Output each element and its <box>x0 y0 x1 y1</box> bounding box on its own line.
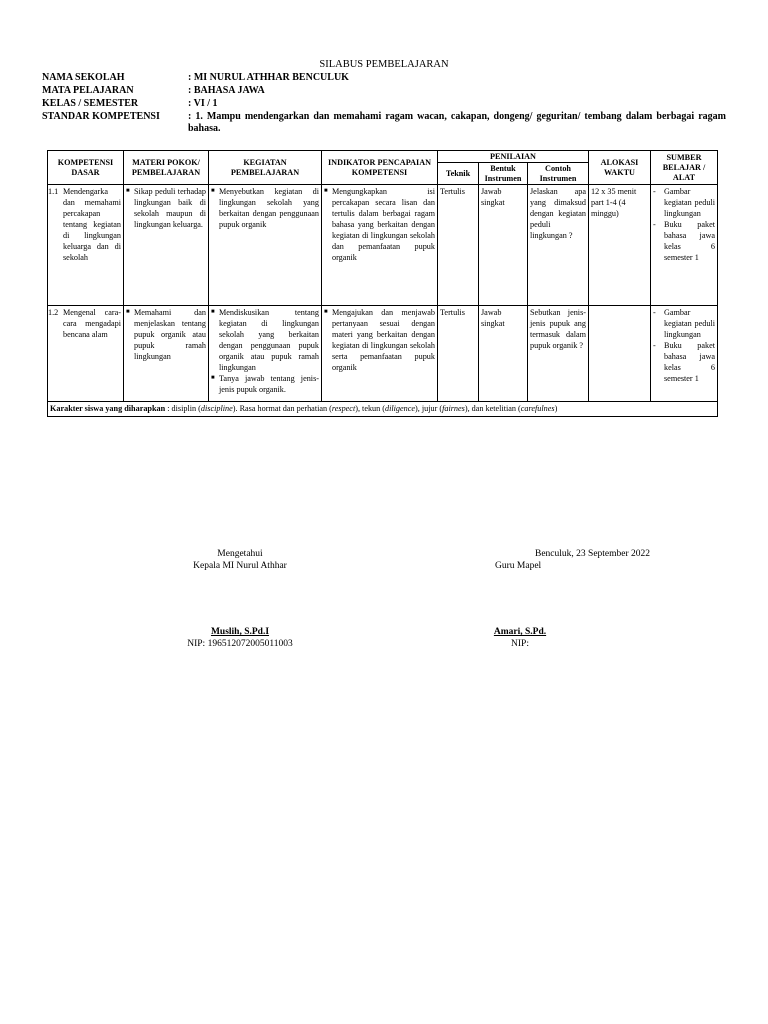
header-kegiatan: KEGIATAN PEMBELAJARAN <box>209 151 322 185</box>
cell-contoh: Jelaskan apa yang dimaksud dengan kegiatan peduli lingkungan ? <box>528 185 589 306</box>
cell-materi <box>124 185 209 306</box>
cell-kegiatan <box>209 185 322 306</box>
karakter-text: ) <box>554 404 558 413</box>
table-row <box>48 185 718 306</box>
signature-caption: Mengetahui <box>217 549 263 559</box>
kegiatan-text: Menyebutkan kegiatan di lingkungan sekolah yang berkaitan dengan penggunaan pupuk organik <box>219 187 319 229</box>
materi-text: Sikap peduli terhadap lingkungan baik di sekolah maupun di lingkungan keluarga. <box>134 187 206 229</box>
cell-kompetensi-dasar <box>48 306 124 402</box>
karakter-term: fairnes <box>442 404 465 413</box>
cell-sumber: - Gambar kegiatan peduli lingkungan - Buku paket bahasa jawa kelas 6 semester 1 <box>651 306 718 402</box>
karakter-text: ). Rasa hormat dan perhatian ( <box>232 404 332 413</box>
bullet-icon: ■ <box>211 188 215 194</box>
signature-name: Muslih, S.Pd.I <box>210 627 270 637</box>
kd-number: 1.2 <box>48 308 59 317</box>
meta-value: : 1. Mampu mendengarkan dan memahami ragam wacan, cakapan, dongeng/ geguritan/ tembang dalam berbagai ragam bahasa. <box>188 111 726 134</box>
cell-kegiatan <box>209 306 322 402</box>
kd-number: 1.1 <box>48 187 59 196</box>
cell-teknik: Tertulis <box>438 306 479 402</box>
sumber-text: Buku paket bahasa jawa kelas 6 semester 1 <box>664 341 715 383</box>
table-row <box>48 306 718 402</box>
karakter-term: diligence <box>385 404 416 413</box>
indikator-text: Mengajukan dan menjawab pertanyaan sesuai dengan materi yang berkaitan dengan kegiatan di lingkungan sekolah serta pemanfaatan pupuk organik <box>332 308 435 372</box>
cell-indikator <box>322 185 438 306</box>
karakter-text: ), dan ketelitian ( <box>464 404 521 413</box>
signature-left-name <box>160 626 320 650</box>
sumber-text: Buku paket bahasa jawa kelas 6 semester 1 <box>664 220 715 262</box>
header-kompetensi-dasar: KOMPETENSI DASAR <box>48 151 124 185</box>
header-contoh-instrumen: Contoh Instrumen <box>528 163 589 185</box>
meta-value: : MI NURUL ATHHAR BENCULUK <box>188 72 349 83</box>
karakter-term: respect <box>331 404 356 413</box>
cell-alokasi <box>589 306 651 402</box>
bullet-icon: ■ <box>126 309 130 315</box>
karakter-term: carefulnes <box>520 404 555 413</box>
cell-indikator <box>322 306 438 402</box>
header-sumber: SUMBER BELAJAR / ALAT <box>651 151 718 185</box>
meta-label: STANDAR KOMPETENSI <box>42 111 160 122</box>
cell-contoh: Sebutkan jenis-jenis pupuk ang termasuk dalam pupuk organik ? <box>528 306 589 402</box>
signature-role: Guru Mapel <box>495 561 542 571</box>
karakter-cell <box>48 402 718 417</box>
signature-name: Amari, S.Pd. <box>493 627 547 637</box>
header-materi: MATERI POKOK/ PEMBELAJARAN <box>124 151 209 185</box>
meta-label: NAMA SEKOLAH <box>42 72 125 83</box>
signature-role: Kepala MI Nurul Athhar <box>193 561 287 571</box>
karakter-text: : disiplin ( <box>165 404 201 413</box>
kegiatan-text: Mendiskusikan tentang kegiatan di lingkungan sekolah yang berkaitan dengan penggunaan pupuk organik atau pupuk ramah lingkungan <box>219 308 319 372</box>
signature-right-name <box>470 626 570 650</box>
karakter-row <box>48 402 718 417</box>
cell-bentuk: Jawab singkat <box>479 185 528 306</box>
meta-label: MATA PELAJARAN <box>42 85 134 96</box>
sumber-text: Gambar kegiatan peduli lingkungan <box>664 308 715 339</box>
cell-teknik: Tertulis <box>438 185 479 306</box>
signature-nip: NIP: 196512072005011003 <box>187 639 293 649</box>
bullet-icon: ■ <box>126 188 130 194</box>
header-penilaian: PENILAIAN <box>438 151 589 163</box>
kegiatan-text: Tanya jawab tentang jenis-jenis pupuk organik. <box>219 374 319 394</box>
header-indikator: INDIKATOR PENCAPAIAN KOMPETENSI <box>322 151 438 185</box>
indikator-text: Mengungkapkan isi percakapan secara lisan dan tertulis dalam berbagai ragam bahasa yang berkaitan dengan kegiatan di lingkungan sekolah dan pemanfaatan pupuk organik <box>332 187 435 262</box>
header-teknik: Teknik <box>438 163 479 185</box>
karakter-text: ), tekun ( <box>355 404 386 413</box>
header-alokasi: ALOKASI WAKTU <box>589 151 651 185</box>
signature-right <box>495 548 685 572</box>
cell-kompetensi-dasar <box>48 185 124 306</box>
karakter-term: discipline <box>200 404 233 413</box>
cell-materi <box>124 306 209 402</box>
materi-text: Memahami dan menjelaskan tentang pupuk organik atau pupuk ramah lingkungan <box>134 308 206 361</box>
meta-label: KELAS / SEMESTER <box>42 98 139 109</box>
kd-text: Mendengarka dan memahami percakapan tentang kegiatan di lingkungan keluarga dan di sekolah <box>63 187 121 262</box>
karakter-text: ), jujur ( <box>415 404 443 413</box>
meta-value: : VI / 1 <box>188 98 218 109</box>
header-bentuk-instrumen: Bentuk Instrumen <box>479 163 528 185</box>
cell-sumber: - Gambar kegiatan peduli lingkungan - Buku paket bahasa jawa kelas 6 semester 1 <box>651 185 718 306</box>
document-title: SILABUS PEMBELAJARAN <box>319 59 449 70</box>
kd-text: Mengenal cara-cara mengadapi bencana alam <box>63 308 121 339</box>
bullet-icon: ■ <box>324 309 328 315</box>
bullet-icon: ■ <box>211 375 215 381</box>
bullet-icon: ■ <box>324 188 328 194</box>
signature-nip: NIP: <box>511 639 529 649</box>
sumber-text: Gambar kegiatan peduli lingkungan <box>664 187 715 218</box>
signature-date: Benculuk, 23 September 2022 <box>535 549 651 559</box>
cell-alokasi: 12 x 35 menit part 1-4 (4 minggu) <box>589 185 651 306</box>
cell-bentuk: Jawab singkat <box>479 306 528 402</box>
karakter-label: Karakter siswa yang diharapkan <box>50 404 166 413</box>
signature-left <box>160 548 320 572</box>
silabus-table <box>47 150 718 417</box>
bullet-icon: ■ <box>211 309 215 315</box>
meta-value: : BAHASA JAWA <box>188 85 265 96</box>
